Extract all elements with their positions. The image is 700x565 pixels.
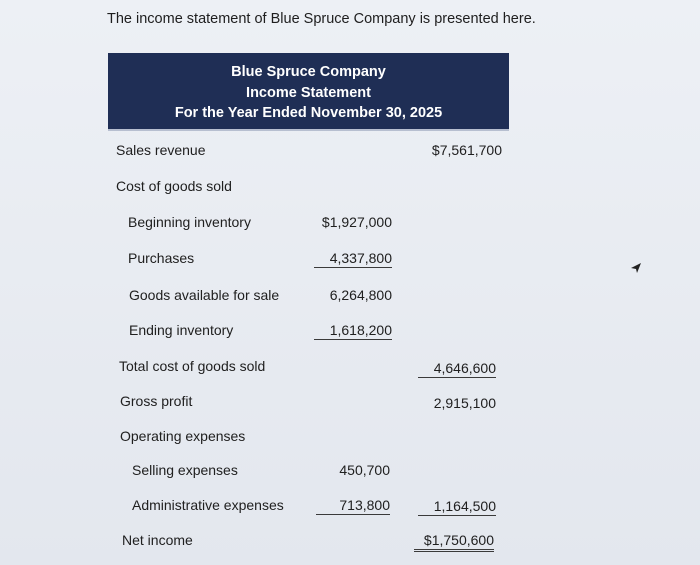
net-income-label: Net income [122,532,193,548]
operating-expenses-heading: Operating expenses [120,428,246,444]
statement-period: For the Year Ended November 30, 2025 [174,105,443,121]
operating-expenses-total: 1,164,500 [418,498,496,516]
gross-profit-label: Gross profit [120,393,193,409]
goods-available-label: Goods available for sale [129,287,280,303]
selling-expenses-amount: 450,700 [339,462,390,478]
beginning-inventory-amount: $1,927,000 [321,214,392,230]
total-cogs-total: 4,646,600 [418,360,496,378]
goods-available-amount: 6,264,800 [329,287,392,303]
gross-profit-total: 2,915,100 [433,395,496,411]
mouse-pointer-icon [630,262,642,274]
sales-revenue-label: Sales revenue [116,142,206,158]
total-cogs-label: Total cost of goods sold [119,358,266,374]
sales-revenue-total: $7,561,700 [431,142,502,158]
statement-header [108,53,509,131]
statement-title: Income Statement [246,84,371,101]
purchases-label: Purchases [128,250,195,266]
ending-inventory-amount: 1,618,200 [314,322,392,340]
beginning-inventory-label: Beginning inventory [128,214,251,230]
administrative-expenses-label: Administrative expenses [132,497,284,513]
ending-inventory-label: Ending inventory [129,322,234,338]
administrative-expenses-amount: 713,800 [316,497,390,515]
intro-text: The income statement of Blue Spruce Company is presented here. [107,11,536,27]
purchases-amount: 4,337,800 [314,250,392,268]
cogs-heading: Cost of goods sold [116,178,232,194]
company-name: Blue Spruce Company [231,64,386,80]
net-income-total: $1,750,600 [414,532,494,552]
selling-expenses-label: Selling expenses [132,462,238,478]
